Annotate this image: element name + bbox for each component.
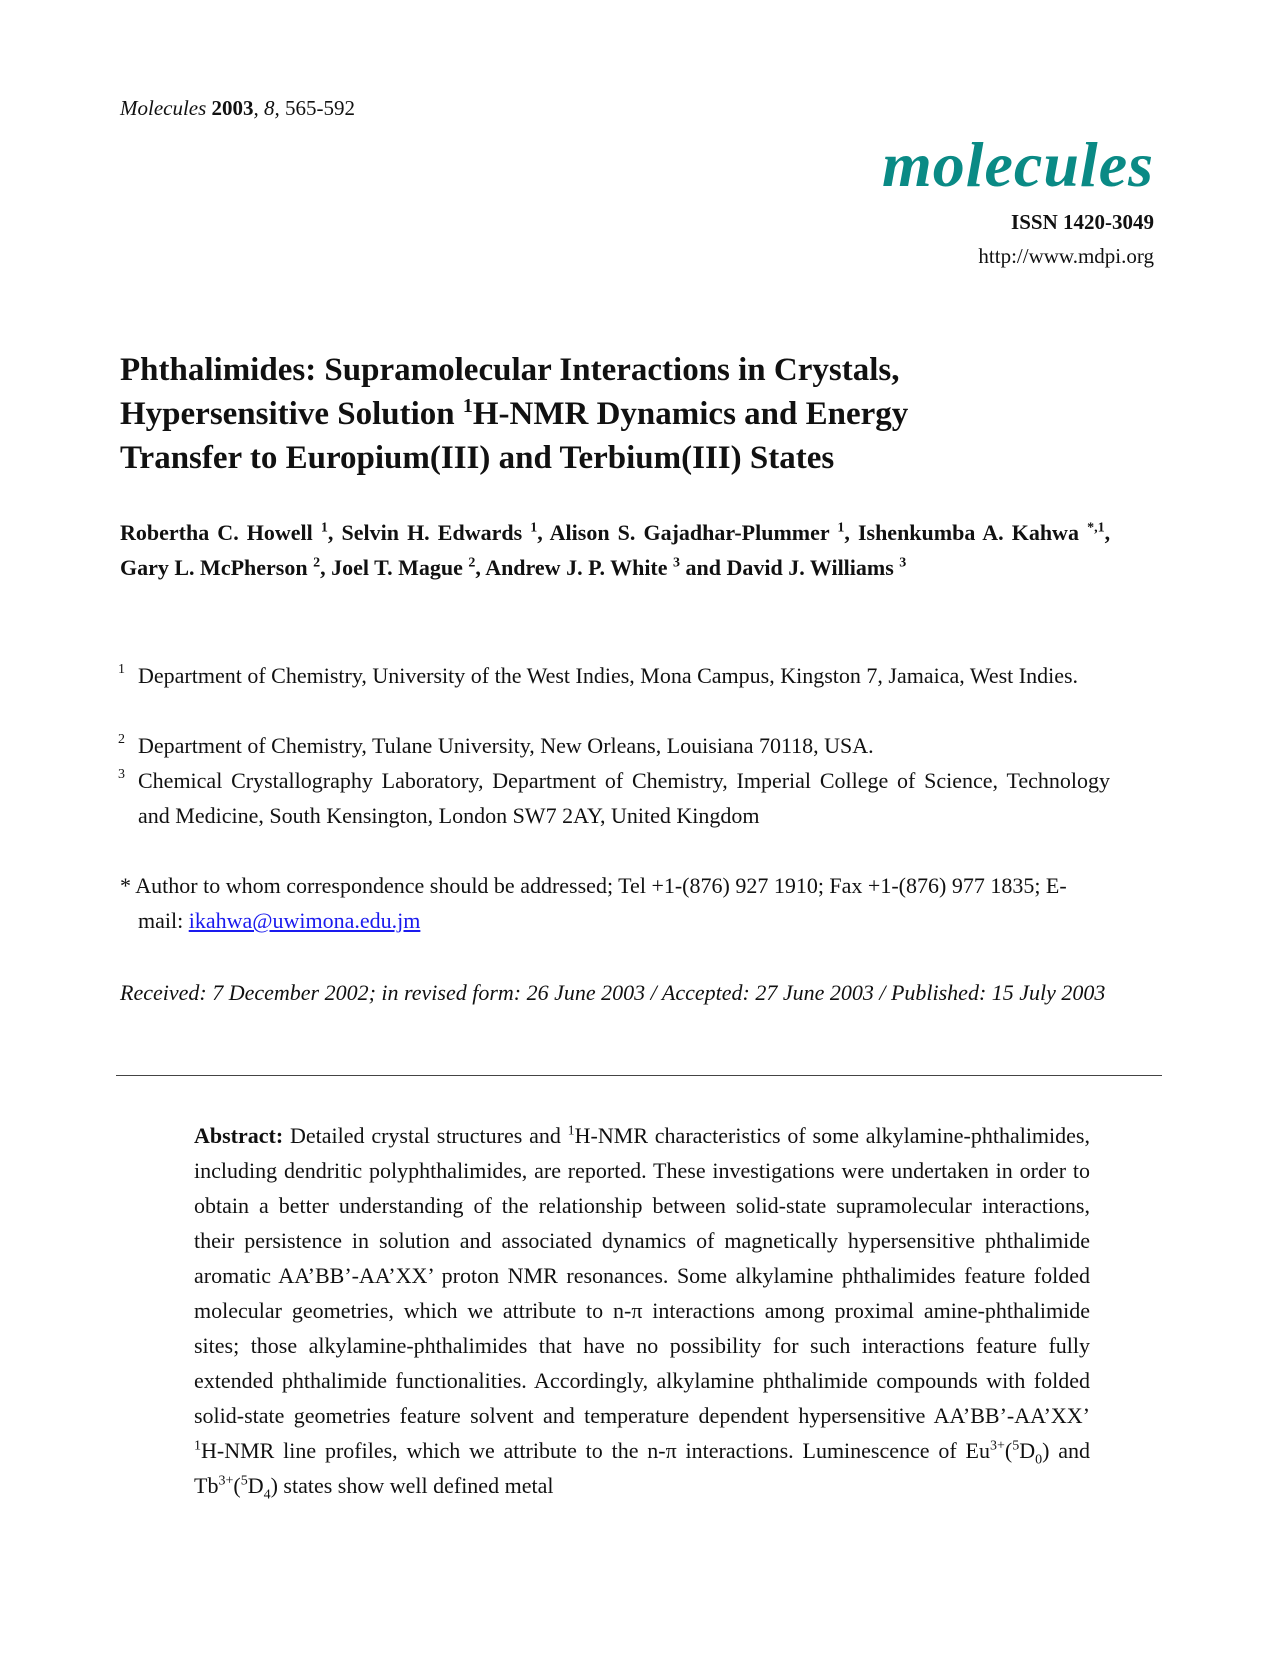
correspondence-note: * Author to whom correspondence should be addressed; Tel +1-(876) 927 1910; Fax +1-(876) 977 1835; E-mail: ikahwa@uwimona.edu.jm [120, 873, 1067, 933]
author-name: Andrew J. P. White [485, 555, 668, 580]
affiliation-text: Department of Chemistry, Tulane University, New Orleans, Louisiana 70118, USA. [138, 733, 874, 758]
journal-citation: Molecules 2003, 8, 565-592 [120, 96, 356, 120]
author-name: Ishenkumba A. Kahwa [857, 520, 1079, 545]
abstract: Abstract: Detailed crystal structures and $^1$H-NMR characteristics of some alkylamine-phthalimides, including dendritic polyphthalimides, are reported. These investigations were undertaken in order to obtain a better understanding of the relationship between solid-state supramolecular interactions, their persistence in solution and associated dynamics of magnetically hypersensitive phthalimide aromatic AA’BB’-AA’XX’ proton NMR resonances. Some alkylamine phthalimides feature folded molecular geometries, which we attribute to n-π interactions among proximal amine-phthalimide sites; those alkylamine-phthalimides that have no possibility for such interactions feature fully extended phthalimide functionalities. Accordingly, alkylamine phthalimide compounds with folded solid-state geometries feature solvent and temperature dependent hypersensitive AA’BB’-AA’XX’ $^1$H-NMR line profiles, which we attribute to the n-π interactions. Luminescence of $Eu^{3+}(^5D_0)$ and $Tb^{3+}(^5D_4)$ states show well defined metal [194, 1123, 1091, 1503]
issn: ISSN 1420-3049 [1011, 210, 1154, 234]
affiliation-number: 3 [118, 767, 125, 782]
publication-dates: Received: 7 December 2002; in revised form: 26 June 2003 / Accepted: 27 June 2003 / Published: 15 July 2003 [120, 980, 1106, 1005]
journal-year: 2003 [211, 96, 254, 120]
affiliation-number: 2 [118, 732, 125, 747]
journal-logo: molecules [881, 129, 1154, 200]
author-name: Selvin H. Edwards [341, 520, 523, 545]
affiliation-1 [120, 658, 1110, 693]
paper-title: Phthalimides: Supramolecular Interactions in Crystals, Hypersensitive Solution $^1$H-NMR Dynamics and Energy Transfer to Europium(III) and Terbium(III) States [120, 352, 909, 476]
author-name: Joel T. Mague [331, 555, 463, 580]
author-name: David J. Williams [726, 555, 894, 580]
journal-pages: 565-592 [285, 96, 356, 120]
author-list: Robertha C. Howell $^1$, Selvin H. Edwards $^1$, Alison S. Gajadhar-Plummer $^1$, Ishenkumba A. Kahwa $^{*,1}$, Gary L. McPherson $^2$, Joel T. Mague $^2$, Andrew J. P. White $^3$ and David J. Williams $^3$ [120, 520, 1111, 580]
affiliation-2 [120, 728, 1110, 763]
journal-name: Molecules [120, 96, 207, 120]
journal-url[interactable]: http://www.mdpi.org [978, 244, 1154, 268]
affiliation-text: Department of Chemistry, University of the West Indies, Mona Campus, Kingston 7, Jamaica, West Indies. [138, 663, 1079, 688]
journal-volume: 8 [264, 96, 275, 120]
author-name: Gary L. McPherson [120, 555, 308, 580]
author-name: Alison S. Gajadhar-Plummer [549, 520, 830, 545]
affiliation-number: 1 [118, 662, 125, 677]
affiliation-text: Chemical Crystallography Laboratory, Department of Chemistry, Imperial College of Science, Technology and Medicine, South Kensington, London SW7 2AY, United Kingdom [138, 768, 1110, 828]
abstract-label: Abstract: [194, 1123, 284, 1148]
email-link[interactable]: ikahwa@uwimona.edu.jm [188, 908, 421, 933]
author-name: Robertha C. Howell [120, 520, 313, 545]
section-divider [116, 1075, 1162, 1076]
affiliation-3 [120, 763, 1110, 833]
